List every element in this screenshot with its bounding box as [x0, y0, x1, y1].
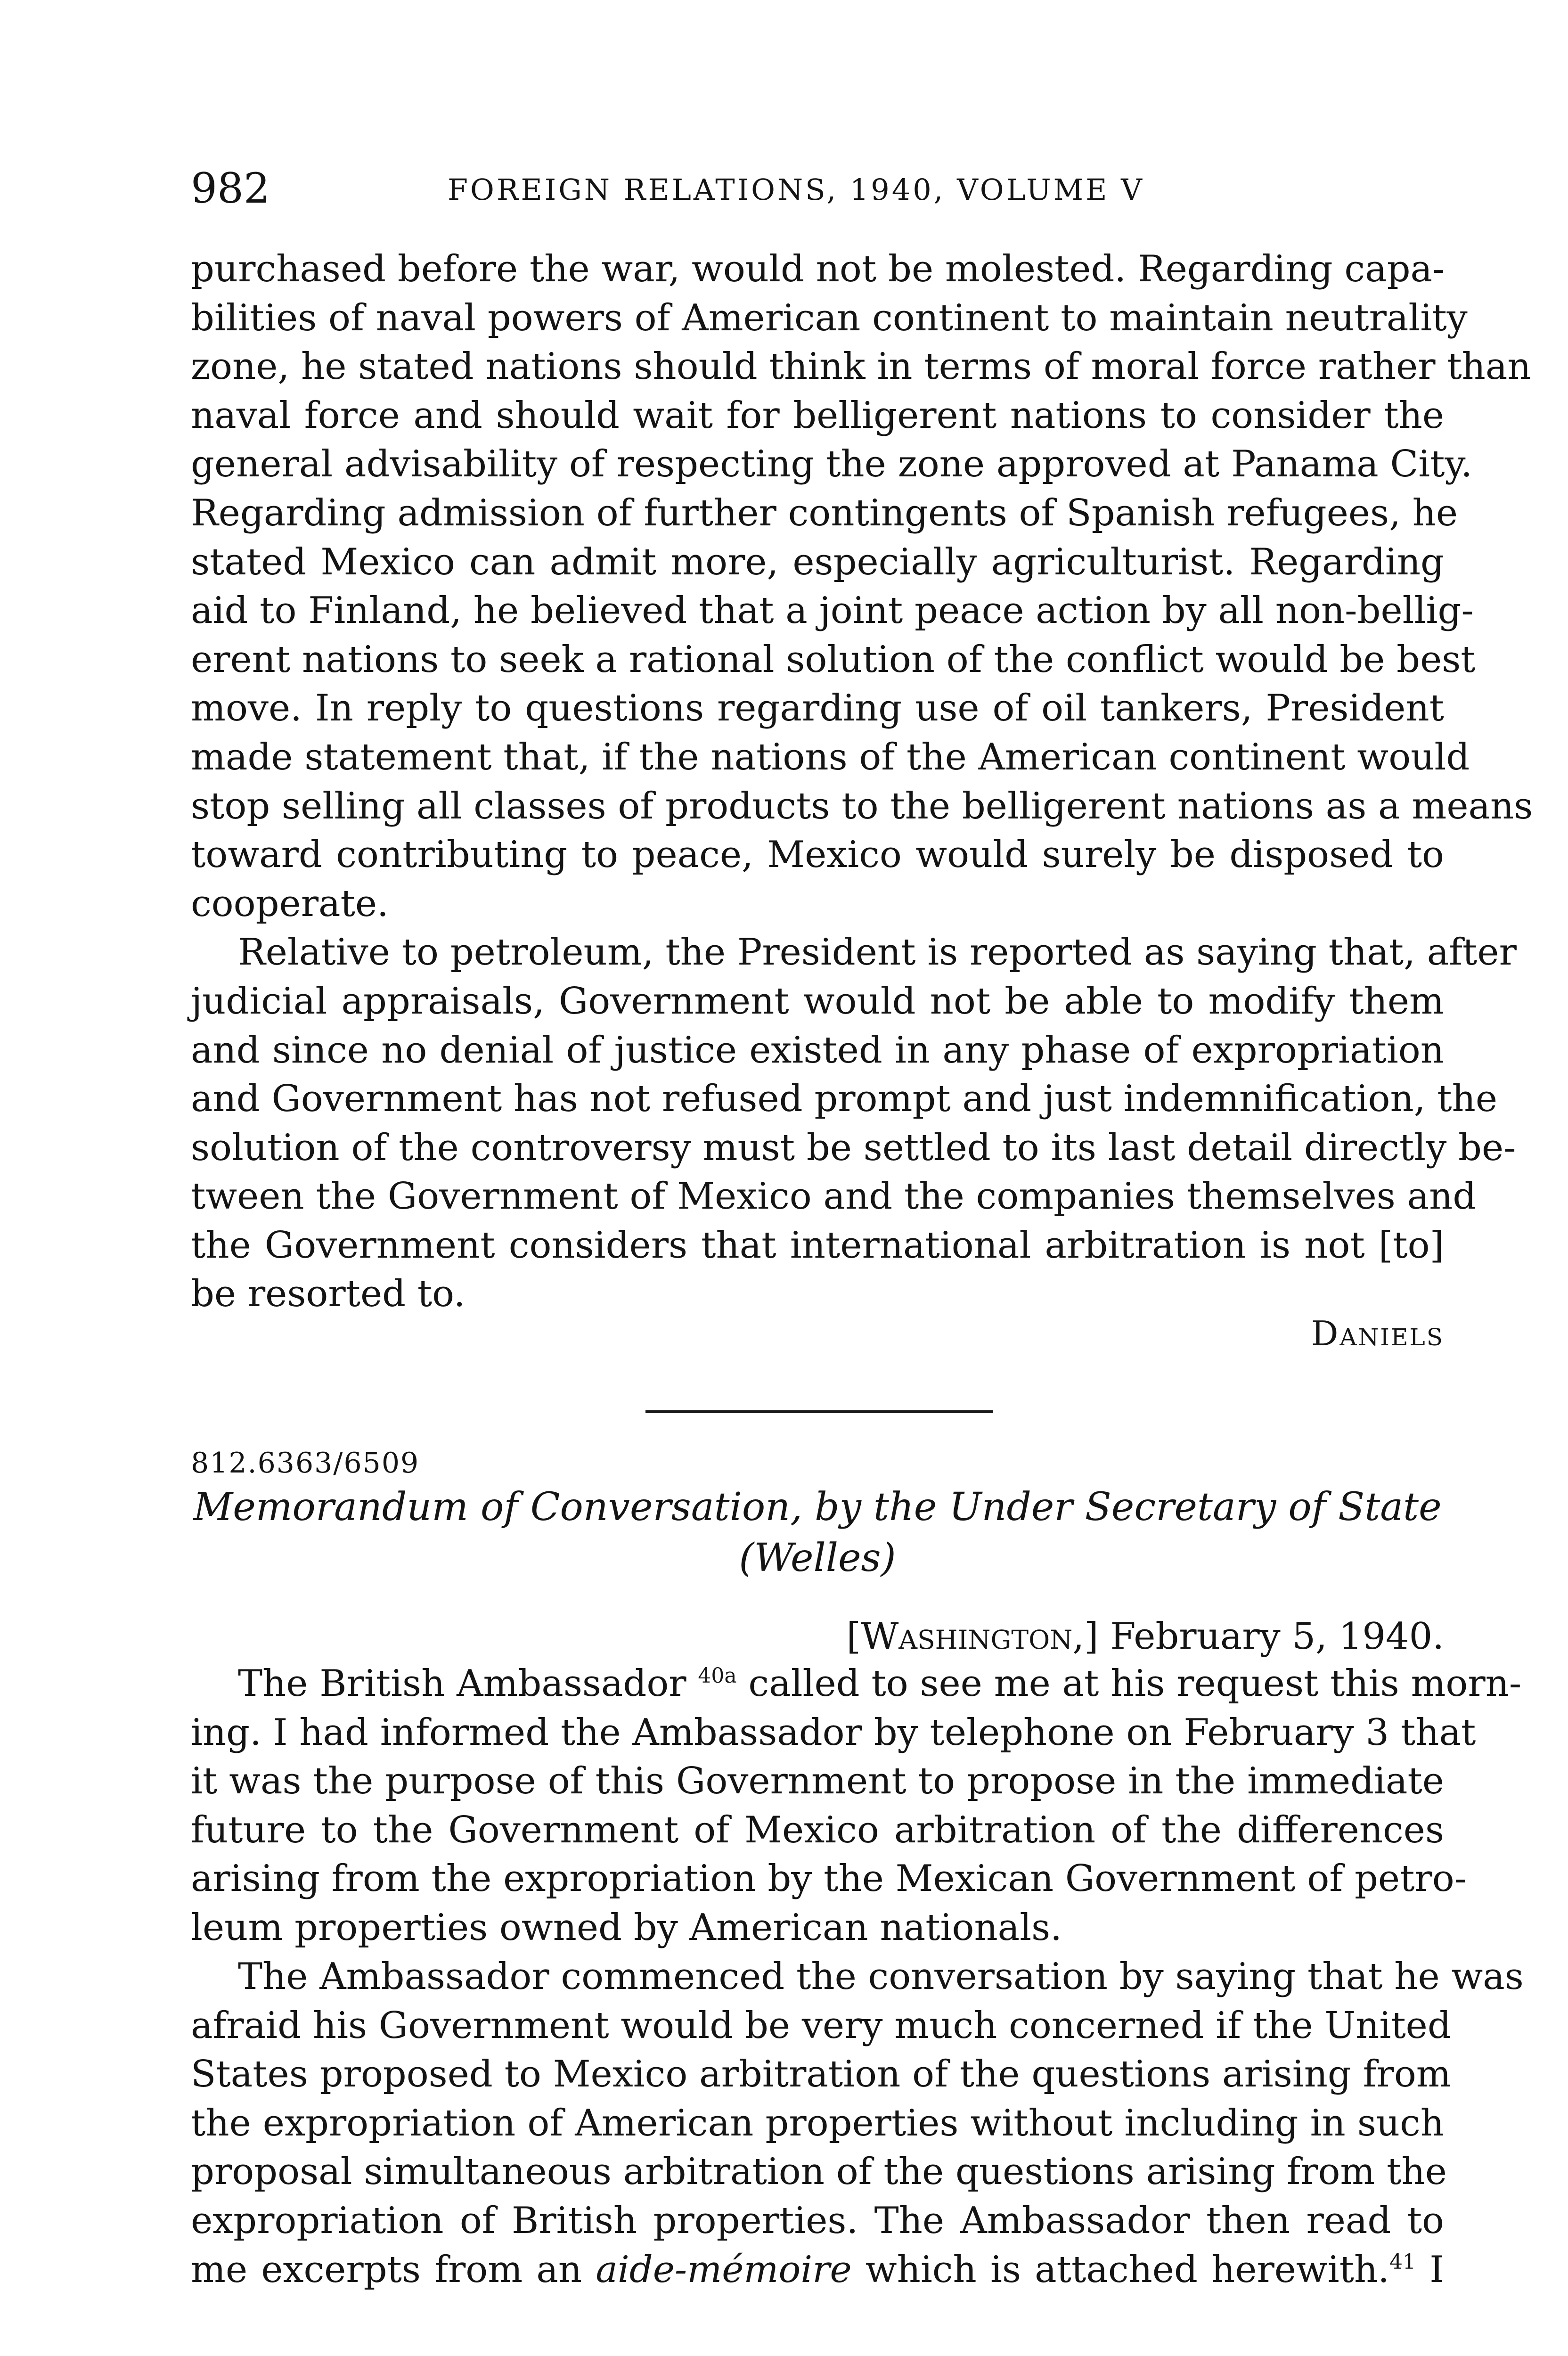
paragraph-line: expropriation of British properties. The Ambassador then read to: [191, 2199, 1444, 2242]
paragraph-line: made statement that, if the nations of the American continent would: [191, 736, 1470, 778]
memorandum-title-line2: (Welles): [739, 1536, 896, 1580]
paragraph-line: and since no denial of justice existed in any phase of expropriation: [191, 1029, 1444, 1072]
signature: Daniels: [1311, 1314, 1444, 1353]
telegram-body: [191, 245, 1533, 1319]
paragraph-lines: [191, 1709, 1476, 1953]
paragraph-line: bilities of naval powers of American continent to maintain neutrality: [191, 296, 1468, 339]
paragraph-lines: [191, 1953, 1524, 2246]
paragraph-line: proposal simultaneous arbitration of the questions arising from the: [191, 2151, 1447, 2193]
aide-memoire-term: aide-mémoire: [596, 2248, 852, 2291]
paragraph-line: it was the purpose of this Government to propose in the immediate: [191, 1760, 1444, 1803]
paragraph-line: judicial appraisals, Government would not be able to modify them: [191, 980, 1444, 1023]
memorandum-paragraph-1: [191, 1660, 1522, 1953]
paragraph-line: aid to Finland, he believed that a joint peace action by all non-bellig-: [191, 589, 1474, 632]
paragraph-line: The British Ambassador $^{40a}$ called to see me at his request this morn-: [238, 1662, 1522, 1705]
paragraph-line: move. In reply to questions regarding use of oil tankers, President: [191, 687, 1444, 730]
memorandum-paragraph-2: [191, 1953, 1524, 2294]
paragraph-line: erent nations to seek a rational solution of the conflict would be best: [191, 638, 1476, 681]
memorandum-title: [191, 1482, 1444, 1584]
dateline: [Washington,] February 5, 1940.: [846, 1615, 1444, 1658]
paragraph-line: stated Mexico can admit more, especially agriculturist. Regarding: [191, 540, 1444, 583]
paragraph-line: general advisability of respecting the zone approved at Panama City.: [191, 443, 1473, 486]
paragraph-line: be resorted to.: [191, 1273, 466, 1316]
paragraph-line: stop selling all classes of products to the belligerent nations as a means: [191, 785, 1533, 827]
running-head: FOREIGN RELATIONS, 1940, VOLUME V: [448, 172, 1144, 207]
paragraph-line: zone, he stated nations should think in terms of moral force rather than: [191, 345, 1531, 388]
paragraph-line: the expropriation of American properties without including in such: [191, 2102, 1444, 2144]
page-number: 982: [191, 164, 270, 213]
paragraph-line: tween the Government of Mexico and the companies themselves and: [191, 1175, 1477, 1218]
file-number: 812.6363/6509: [191, 1447, 420, 1480]
dateline-date: February 5, 1940.: [1110, 1615, 1444, 1658]
paragraph-line: Regarding admission of further contingents of Spanish refugees, he: [191, 491, 1458, 534]
paragraph-line: leum properties owned by American nationals.: [191, 1906, 1062, 1949]
footnote-ref-41: 41: [1389, 2250, 1416, 2274]
dateline-place: Washington,: [861, 1615, 1085, 1658]
paragraph-line: and Government has not refused prompt and just indemnification, the: [191, 1078, 1498, 1121]
paragraph-line: cooperate.: [191, 882, 389, 925]
paragraph-line: afraid his Government would be very much concerned if the United: [191, 2004, 1451, 2047]
paragraph-line: ing. I had informed the Ambassador by telephone on February 3 that: [191, 1711, 1476, 1754]
paragraph-line: purchased before the war, would not be molested. Regarding capa-: [191, 248, 1445, 290]
paragraph-line: the Government considers that international arbitration is not [to]: [191, 1224, 1444, 1267]
paragraph-line: naval force and should wait for belligerent nations to consider the: [191, 394, 1444, 437]
footnote-ref-40a: 40a: [698, 1664, 737, 1688]
paragraph-line: future to the Government of Mexico arbitration of the differences: [191, 1808, 1444, 1851]
memorandum-title-line1: Memorandum of Conversation, by the Under Secretary of State: [193, 1485, 1442, 1530]
paragraph-line: toward contributing to peace, Mexico would surely be disposed to: [191, 834, 1444, 876]
paragraph-line: me excerpts from an aide-mémoire which is attached herewith.$^{41}$ I: [191, 2248, 1445, 2291]
paragraph-line: States proposed to Mexico arbitration of the questions arising from: [191, 2053, 1451, 2096]
paragraph-line: solution of the controversy must be settled to its last detail directly be-: [191, 1126, 1516, 1169]
paragraph-line: Relative to petroleum, the President is reported as saying that, after: [238, 931, 1517, 974]
section-divider: [645, 1410, 993, 1413]
paragraph-line: The Ambassador commenced the conversation by saying that he was: [238, 1955, 1524, 1998]
paragraph-line: arising from the expropriation by the Mexican Government of petro-: [191, 1857, 1467, 1900]
page-header: [191, 160, 1444, 217]
